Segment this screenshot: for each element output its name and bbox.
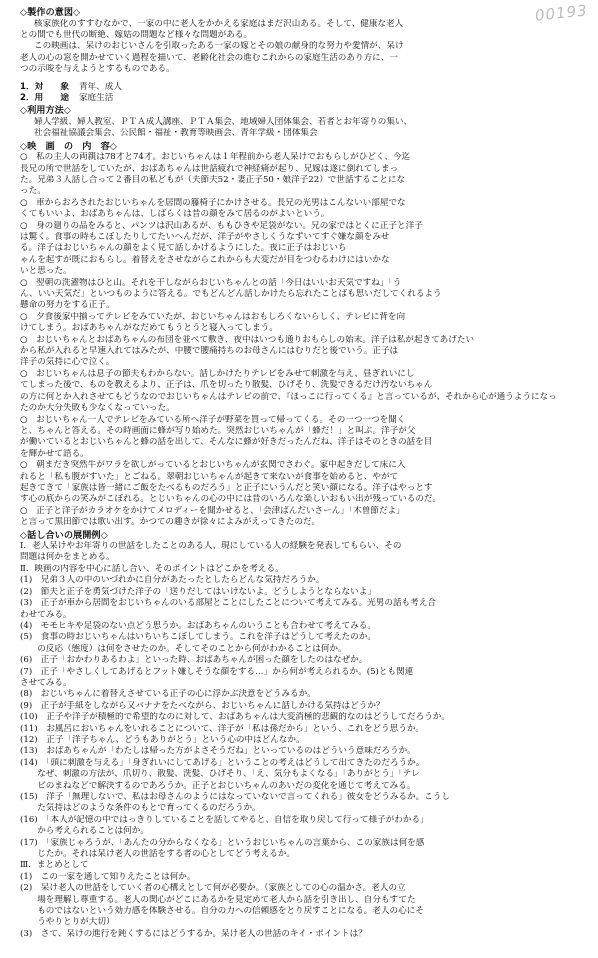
purpose-body — [20, 19, 584, 76]
text-line: (15) 洋子「無理しないで、私はお母さんのようにはなっていないで言ってくれる」彼女をどうみるか。こうし — [20, 792, 450, 802]
text-line: る。洋子はおじいちゃんの顔をよく見て話しかけるようにした。夜に正子はおじいち — [20, 243, 347, 254]
text-line: ○ 朝まだき突然牛がワラを欲しがっているとおじいちゃんが玄関でさわぐ。家中起きだして床に入 — [20, 460, 406, 471]
usage-heading: ◇利用方法◇ — [20, 105, 71, 117]
text-line: ○ 車からおろされたおじいちゃんを居間の籐椅子にかけさせる。長兄の光男はこんないい部屋でな — [20, 197, 406, 208]
text-line: つの示唆を与えようとするものである。 — [20, 64, 175, 75]
text-line: させてみる。 — [20, 677, 72, 688]
text-line: てしまった後で、ものを教えるより、正子は、爪を切ったり散髪、ひげそり、洗髪できるだけ汚ないちゃん — [20, 380, 433, 391]
text-line: ○ おじいちゃんは息子の節夫もわからない。話しかけたりテレビをみせて刺激を与え、昼ぎれいにし — [20, 368, 415, 379]
text-line: うやりとりが大切） — [20, 917, 115, 928]
text-line: (7) 正子「やさしくしてあげるとフット嫌しそうな顔をする…」から何が考えられるか。(5)とも関連 — [20, 666, 414, 677]
text-line: (5) 食事の時おじいちゃんはいちいちこぼしてしまう。これを洋子はどうして考えたのか。 — [20, 632, 376, 643]
usage-body — [20, 117, 584, 140]
page-number-stamp: 00193 — [534, 1, 589, 25]
text-line: (2) 呆け老人の世話をしていく者の心構えとして何が必要か。（家族としての心の温かさ。老人の立 — [20, 883, 406, 894]
target-use: 2．用 途 家庭生活 — [20, 92, 114, 103]
text-line: った。 — [20, 186, 46, 197]
text-line: (16) 「本人が記憶の中ではっきりしていることを話してやると、自信を取り戻して行って様子がわかる」 — [20, 814, 429, 825]
text-line: ゃんを起すが既におもらし。着替えをさせながらこれからも大変だが目をつむるわけにはいかな — [20, 254, 390, 265]
text-line: を輝かせて語る。 — [20, 448, 89, 459]
text-line: この映画は、呆けのおじいさんを引取ったある一家の嫁とその娘の献身的な努力や愛情が、呆け — [34, 41, 404, 52]
text-line: 婦人学級、婦人教室、ＰＴＡ成人講座、ＰＴＡ集会、地域婦人団体集会、若者とお年寄りの集い、 — [34, 116, 413, 127]
text-line: くてもいいよ、おばあちゃんは、しばらくは昔の顔をみて居るのがよいという。 — [20, 209, 330, 220]
content-heading: ◇映 画 の 内 容◇ — [20, 140, 117, 152]
target-audience: 1．対 象 青年、成人 — [20, 81, 122, 92]
text-line: 長兄の所で世話をしていたが、おばあちゃんは世話疲れで神経痛が起り、兄嫁は遂に倒れてしまっ — [20, 163, 399, 174]
text-line: (1) この一家を通して知りえたことは何か。 — [20, 871, 196, 882]
text-line: たのか大分失敗も少なくなっていった。 — [20, 403, 175, 414]
text-line: (10) 正子や洋子が積極的で希望的なのに対して、おばあちゃんは大変消極的悲観的なのはどうしてだろうか。 — [20, 712, 450, 723]
text-line: Ⅲ．まとめとして — [20, 860, 89, 871]
discussion-heading: ◇話し合いの展開例◇ — [20, 529, 108, 541]
text-line: (11) お風呂においちゃんをいれることについて、洋子が「私は孫だから」という、これをどう思うか。 — [20, 723, 425, 734]
text-line: が働いているとおじいちゃんと蜂の話を出して、そんなに蜂が好きだったんだね、洋子はそのときの話を目 — [20, 437, 433, 448]
text-line: の方に何とか入れさせてもどうなのでおじいちゃんはテレビの前で、『ほっこに行ってくる』と言っているが、それから心が通うようになっ — [20, 391, 557, 402]
text-line: いと思った。 — [20, 266, 72, 277]
text-line: た。兄弟３人話し合って２番目の私どもが（夫節夫52・妻正子50・娘洋子22）で世話することにな — [20, 174, 406, 185]
text-line: と、ちゃんと答える。その時画面に蜂が写り始めた。突然おじいちゃんが「蜂だ！」と叫ぶ。洋子が父 — [20, 425, 416, 436]
text-line: (14) 「頭に刺激を与える」「身ぎれいにしてあげる」ということの考えはどうして出てきたのだろうか。 — [20, 757, 425, 768]
text-line: Ⅰ．老人呆けやお年寄りの世話をしたことのある人、現にしている人の経験を発表してもらい、その — [20, 541, 402, 552]
text-line: ○ 翌朝の洗濯物はひと山。それを干しながらおじいちゃんとの話「今日はいいお天気ですね」「う — [20, 277, 402, 288]
text-line: と言って黒田節では歌い出す。かつての趣きが徐々によみがえってきたのだ。 — [20, 517, 321, 528]
text-line: から考えられることは何か。 — [20, 826, 149, 837]
text-line: 洋子の気持に心で泣く。 — [20, 357, 115, 368]
text-line: 老人の心の窓を開かせていく過程を描いて、老齢化社会の進むこれからの家庭生活のあり方に、一 — [20, 52, 398, 63]
text-line: (4) モモヒキや足袋のない点どう思うか。おばあちゃんのいうことも合わせて考えてみる。 — [20, 620, 376, 631]
text-line: れると「私も腹がすいた」とごねる。翠朝おじいちゃんが起きて来ないが食事を始めると、やがて — [20, 471, 399, 482]
text-line: 場を理解し尊重する。老人の関心がどこにあるかを見定めて老人から話を引き出し、自分もすてた — [20, 894, 416, 905]
text-line: (3) さて、呆けの進行を鈍くするにはどうするか。呆け老人の世話のキイ・ポイントは？ — [20, 928, 367, 939]
text-line: す心の底からの笑みがこぼれる。とじいちゃんの心の中には昔のいろんな楽しいおもい出が残っているのだ。 — [20, 494, 442, 505]
text-line: から私が入れると早速入れてはみたが、中腰で腰痛持ちのお母さんにはむりだと後でいう。正子は — [20, 346, 399, 357]
text-line: わせてみる。 — [20, 609, 72, 620]
text-line: ○ 正子と洋子がカラオケをかけてメロディーを聞かせると、「会津ばんだいさーん」「木曽節だよ」 — [20, 505, 405, 516]
text-line: じたか。それは呆け老人の世話をする者の心としてどう考えるか。 — [20, 849, 296, 860]
purpose-heading: ◇製作の意図◇ — [20, 7, 81, 18]
text-line: ○ 夕食後家中揃ってテレビをみていたが、おじいちゃんはおもしろくないらしく、テレビに背を向 — [20, 311, 406, 322]
text-line: 核家族化のすすむなかで、一家の中に老人をかかえる家庭はまだ沢山ある。そして、健康な老人 — [34, 18, 404, 29]
text-line: (1) 兄弟３人の中のいづれかに自分があたったとしたらどんな気持だろうか。 — [20, 575, 325, 586]
text-line: ○ おじいちゃんとおばあちゃんの布団を並べて敷き、夜中はいつも通りおもらしの始末。洋子は私が起きてあげたい — [20, 334, 475, 345]
content-body — [20, 152, 584, 528]
text-line: ○ おじいちゃん一人でテレビをみている所へ洋子が野菜を買って帰ってくる。その一つ一つを聞く — [20, 414, 406, 425]
text-line: ○ 私の主人の両親は78才と74才。おじいちゃんは１年程前から老人呆けでおもらしがひどく、今迄 — [20, 152, 411, 163]
discussion-body — [20, 541, 584, 940]
text-line: ものではないという効力感を体験させる。自分の力への信頼感をとり戻すことになる。老人の心にそ — [20, 906, 424, 917]
text-line: (6) 正子「おかわりあるわよ」といった時、おばあちゃんが困った顔をしたのはなぜか。 — [20, 655, 368, 666]
text-line: ん、いい天気だ」といつものように答える。でもどんどん話しかけたら忘れたことばも思いだしてくれるよう — [20, 289, 442, 300]
text-line: (9) 正子が手紙をしながら又バナナをたべながら、おじいちゃんに話しかける気持はどうか？ — [20, 700, 385, 711]
text-line: ○ 身の廻りの品をみると、パンツは沢山あるが、ももひきや足袋がない。兄の家ではとくに正子と洋子 — [20, 220, 423, 231]
text-line: ビのまねなどで解決するのであろうか。正子とおじいちゃんのあいだの変化を通じて考えてみる。 — [20, 780, 416, 791]
text-line: なぜ、刺激の方法が、爪切り、散髪、洗髪、ひげそり、「え、気分もよくなる」「ありがとう」「テレ — [20, 769, 420, 780]
text-line: た気持はどのような条件のもとで育ってくるのだろうか。 — [20, 803, 261, 814]
text-line: 起きてきて「家族は皆一緒にご飯をたべるものだろう」と正子にいうんだと笑い顔になる。洋子はやっとす — [20, 482, 433, 493]
text-line: (13) おばあちゃんが「わたしは帰った方がよさそうだね」といっているのはどういう意味だろうか。 — [20, 746, 416, 757]
text-line: との間でも世代の断絶、嫁姑の問題など様々な問題がある。 — [20, 29, 253, 40]
text-line: けてしまう。おばあちゃんがなだめてもうとうと寝入ってしまう。 — [20, 323, 278, 334]
text-line: (2) 節夫と正子を勇気づけた洋子の「送りだしてはいけないよ。どうしようとならないよ」 — [20, 586, 376, 597]
text-line: Ⅱ．映画の内容を中心に話し合い、そのポイントはどこかを考える。 — [20, 563, 284, 574]
text-line: (12) 正子「洋子ちゃん、どうもありがとう」という心の中はどんなか。 — [20, 734, 305, 745]
text-line: (17) 「家族じゃろうが、「あんたの分からなくなる」というおじいちゃんの言葉から、この家族は何を感 — [20, 837, 425, 848]
text-line: 懸命の努力をする正子。 — [20, 300, 115, 311]
text-line: 社会福祉協議会集会、公民館・福祉・教育等映画会、青年学級・団体集会 — [34, 128, 318, 139]
text-line: (8) おじいちゃんに着替えさせている正子の心に浮かぶ決意をどうみるか。 — [20, 689, 316, 700]
text-line: 問題は何かをまとめる。 — [20, 552, 115, 563]
text-line: は驚く。食事の時もこぼしたりしてたいへんだが、洋子がやさしくうなずいてすぐ嫌な顔をみせ — [20, 232, 390, 242]
text-line: (3) 正子が車から居間をおじいちゃんのいる部屋とことにしたことについて考えてみる。光男の話も考え合 — [20, 598, 436, 609]
text-line: の反応（態度）は何をさせたのか。そしてそのことから何がわかることは何か。 — [20, 643, 347, 654]
